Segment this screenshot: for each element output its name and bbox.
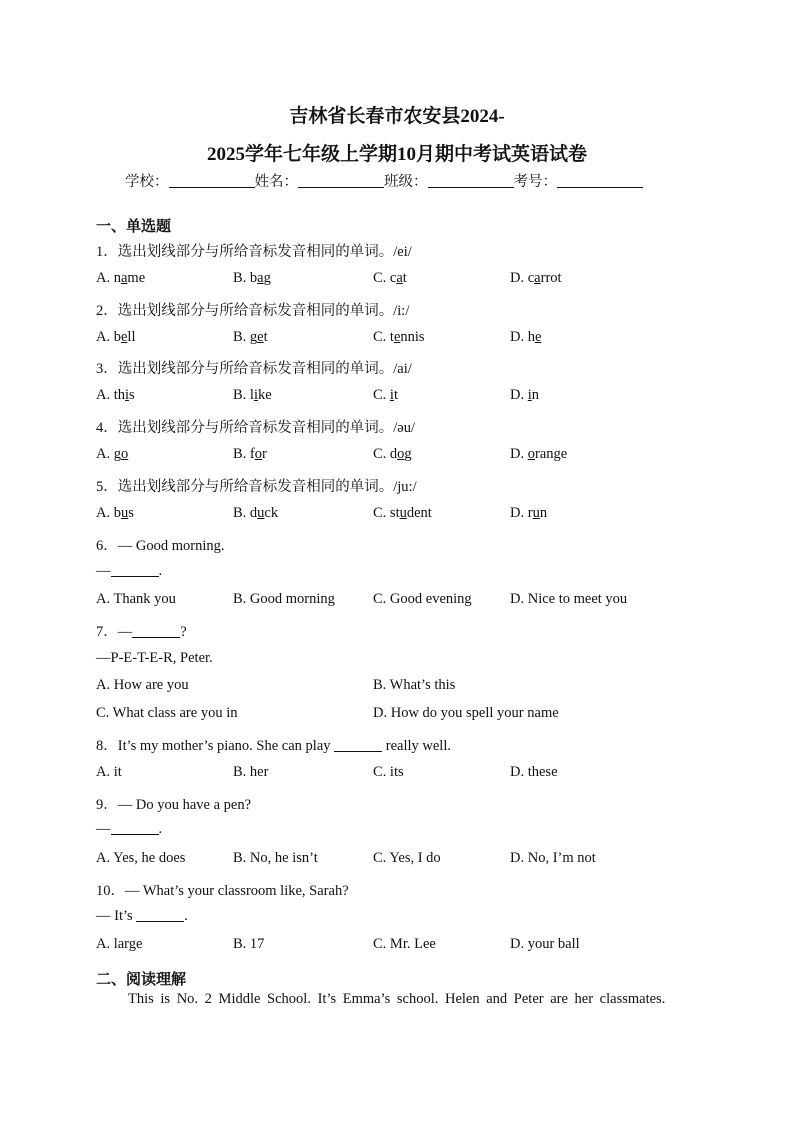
q3-option-c: C. it xyxy=(373,387,398,403)
section-heading-1: 一、单选题 xyxy=(96,219,172,235)
q2-option-c: C. tennis xyxy=(373,329,425,345)
q9-option-c: C. Yes, I do xyxy=(373,850,441,866)
q10-option-a: A. large xyxy=(96,936,143,952)
q9-option-d: D. No, I’m not xyxy=(510,850,596,866)
q8-option-c: C. its xyxy=(373,764,404,780)
q5-option-c: C. student xyxy=(373,505,432,521)
question-3-stem: 3．选出划线部分与所给音标发音相同的单词。/ai/ xyxy=(96,361,412,377)
q1-option-c: C. cat xyxy=(373,270,407,286)
class-label: 班级： xyxy=(384,174,428,190)
q6-option-b: B. Good morning xyxy=(233,591,335,607)
q4-option-d: D. orange xyxy=(510,446,568,462)
question-9-stem: 9．— Do you have a pen? xyxy=(96,797,252,813)
q9-option-a: A. Yes, he does xyxy=(96,850,186,866)
question-6-stem: 6．— Good morning. xyxy=(96,538,225,554)
q5-option-b: B. duck xyxy=(233,505,279,521)
number-label: 考号： xyxy=(513,174,557,190)
q7-blank[interactable] xyxy=(132,625,180,638)
q7-option-c: C. What class are you in xyxy=(96,705,238,721)
school-blank[interactable] xyxy=(169,173,255,188)
question-1-stem: 1．选出划线部分与所给音标发音相同的单词。/ei/ xyxy=(96,244,412,260)
q6-option-d: D. Nice to meet you xyxy=(510,591,628,607)
q1-option-b: B. bag xyxy=(233,270,271,286)
section-heading-2: 二、阅读理解 xyxy=(96,972,187,988)
q2-option-a: A. bell xyxy=(96,329,136,345)
q8-option-d: D. these xyxy=(510,764,558,780)
q5-option-d: D. run xyxy=(510,505,548,521)
q3-option-a: A. this xyxy=(96,387,135,403)
name-label: 姓名： xyxy=(254,174,298,190)
question-10-answer-line: — It’s . xyxy=(96,908,188,924)
q4-option-b: B. for xyxy=(233,446,267,462)
q10-blank[interactable] xyxy=(136,909,184,922)
reading-passage-first-line: This is No. 2 Middle School. It’s Emma’s school. Helen and Peter are her classmates. xyxy=(128,991,666,1007)
q3-option-d: D. in xyxy=(510,387,540,403)
question-7-answer-line: —P-E-T-E-R, Peter. xyxy=(96,650,213,666)
school-label: 学校： xyxy=(125,174,169,190)
q7-option-d: D. How do you spell your name xyxy=(373,705,559,721)
q1-option-a: A. name xyxy=(96,270,146,286)
question-2-stem: 2．选出划线部分与所给音标发音相同的单词。/i:/ xyxy=(96,303,410,319)
title-line-2: 2025学年七年级上学期10月期中考试英语试卷 xyxy=(206,144,587,165)
question-8-stem: 8．It’s my mother’s piano. She can play really well. xyxy=(96,738,451,754)
title-line-1: 吉林省长春市农安县2024- xyxy=(289,106,505,127)
question-10-stem: 10．— What’s your classroom like, Sarah? xyxy=(96,883,349,899)
q3-option-b: B. like xyxy=(233,387,272,403)
q6-option-c: C. Good evening xyxy=(373,591,472,607)
q10-option-b: B. 17 xyxy=(233,936,265,952)
q7-option-b: B. What’s this xyxy=(373,677,456,693)
q6-option-a: A. Thank you xyxy=(96,591,176,607)
question-6-answer-line: — . xyxy=(96,563,163,579)
q7-option-a: A. How are you xyxy=(96,677,189,693)
name-blank[interactable] xyxy=(298,173,384,188)
q10-option-c: C. Mr. Lee xyxy=(373,936,436,952)
q10-option-d: D. your ball xyxy=(510,936,580,952)
q2-option-d: D. he xyxy=(510,329,542,345)
q6-blank[interactable] xyxy=(111,564,159,577)
q8-option-b: B. her xyxy=(233,764,269,780)
question-9-answer-line: — . xyxy=(96,821,163,837)
q2-option-b: B. get xyxy=(233,329,268,345)
class-blank[interactable] xyxy=(428,173,514,188)
number-blank[interactable] xyxy=(557,173,643,188)
q5-option-a: A. bus xyxy=(96,505,134,521)
q9-blank[interactable] xyxy=(111,822,159,835)
student-info-row xyxy=(125,170,643,191)
q4-option-a: A. go xyxy=(96,446,129,462)
q9-option-b: B. No, he isn’t xyxy=(233,850,318,866)
q8-option-a: A. it xyxy=(96,764,122,780)
q1-option-d: D. carrot xyxy=(510,270,562,286)
question-4-stem: 4．选出划线部分与所给音标发音相同的单词。/əu/ xyxy=(96,420,415,436)
q4-option-c: C. dog xyxy=(373,446,412,462)
question-5-stem: 5．选出划线部分与所给音标发音相同的单词。/ju:/ xyxy=(96,479,417,495)
q8-blank[interactable] xyxy=(334,739,382,752)
question-7-stem: 7．— ? xyxy=(96,624,187,640)
